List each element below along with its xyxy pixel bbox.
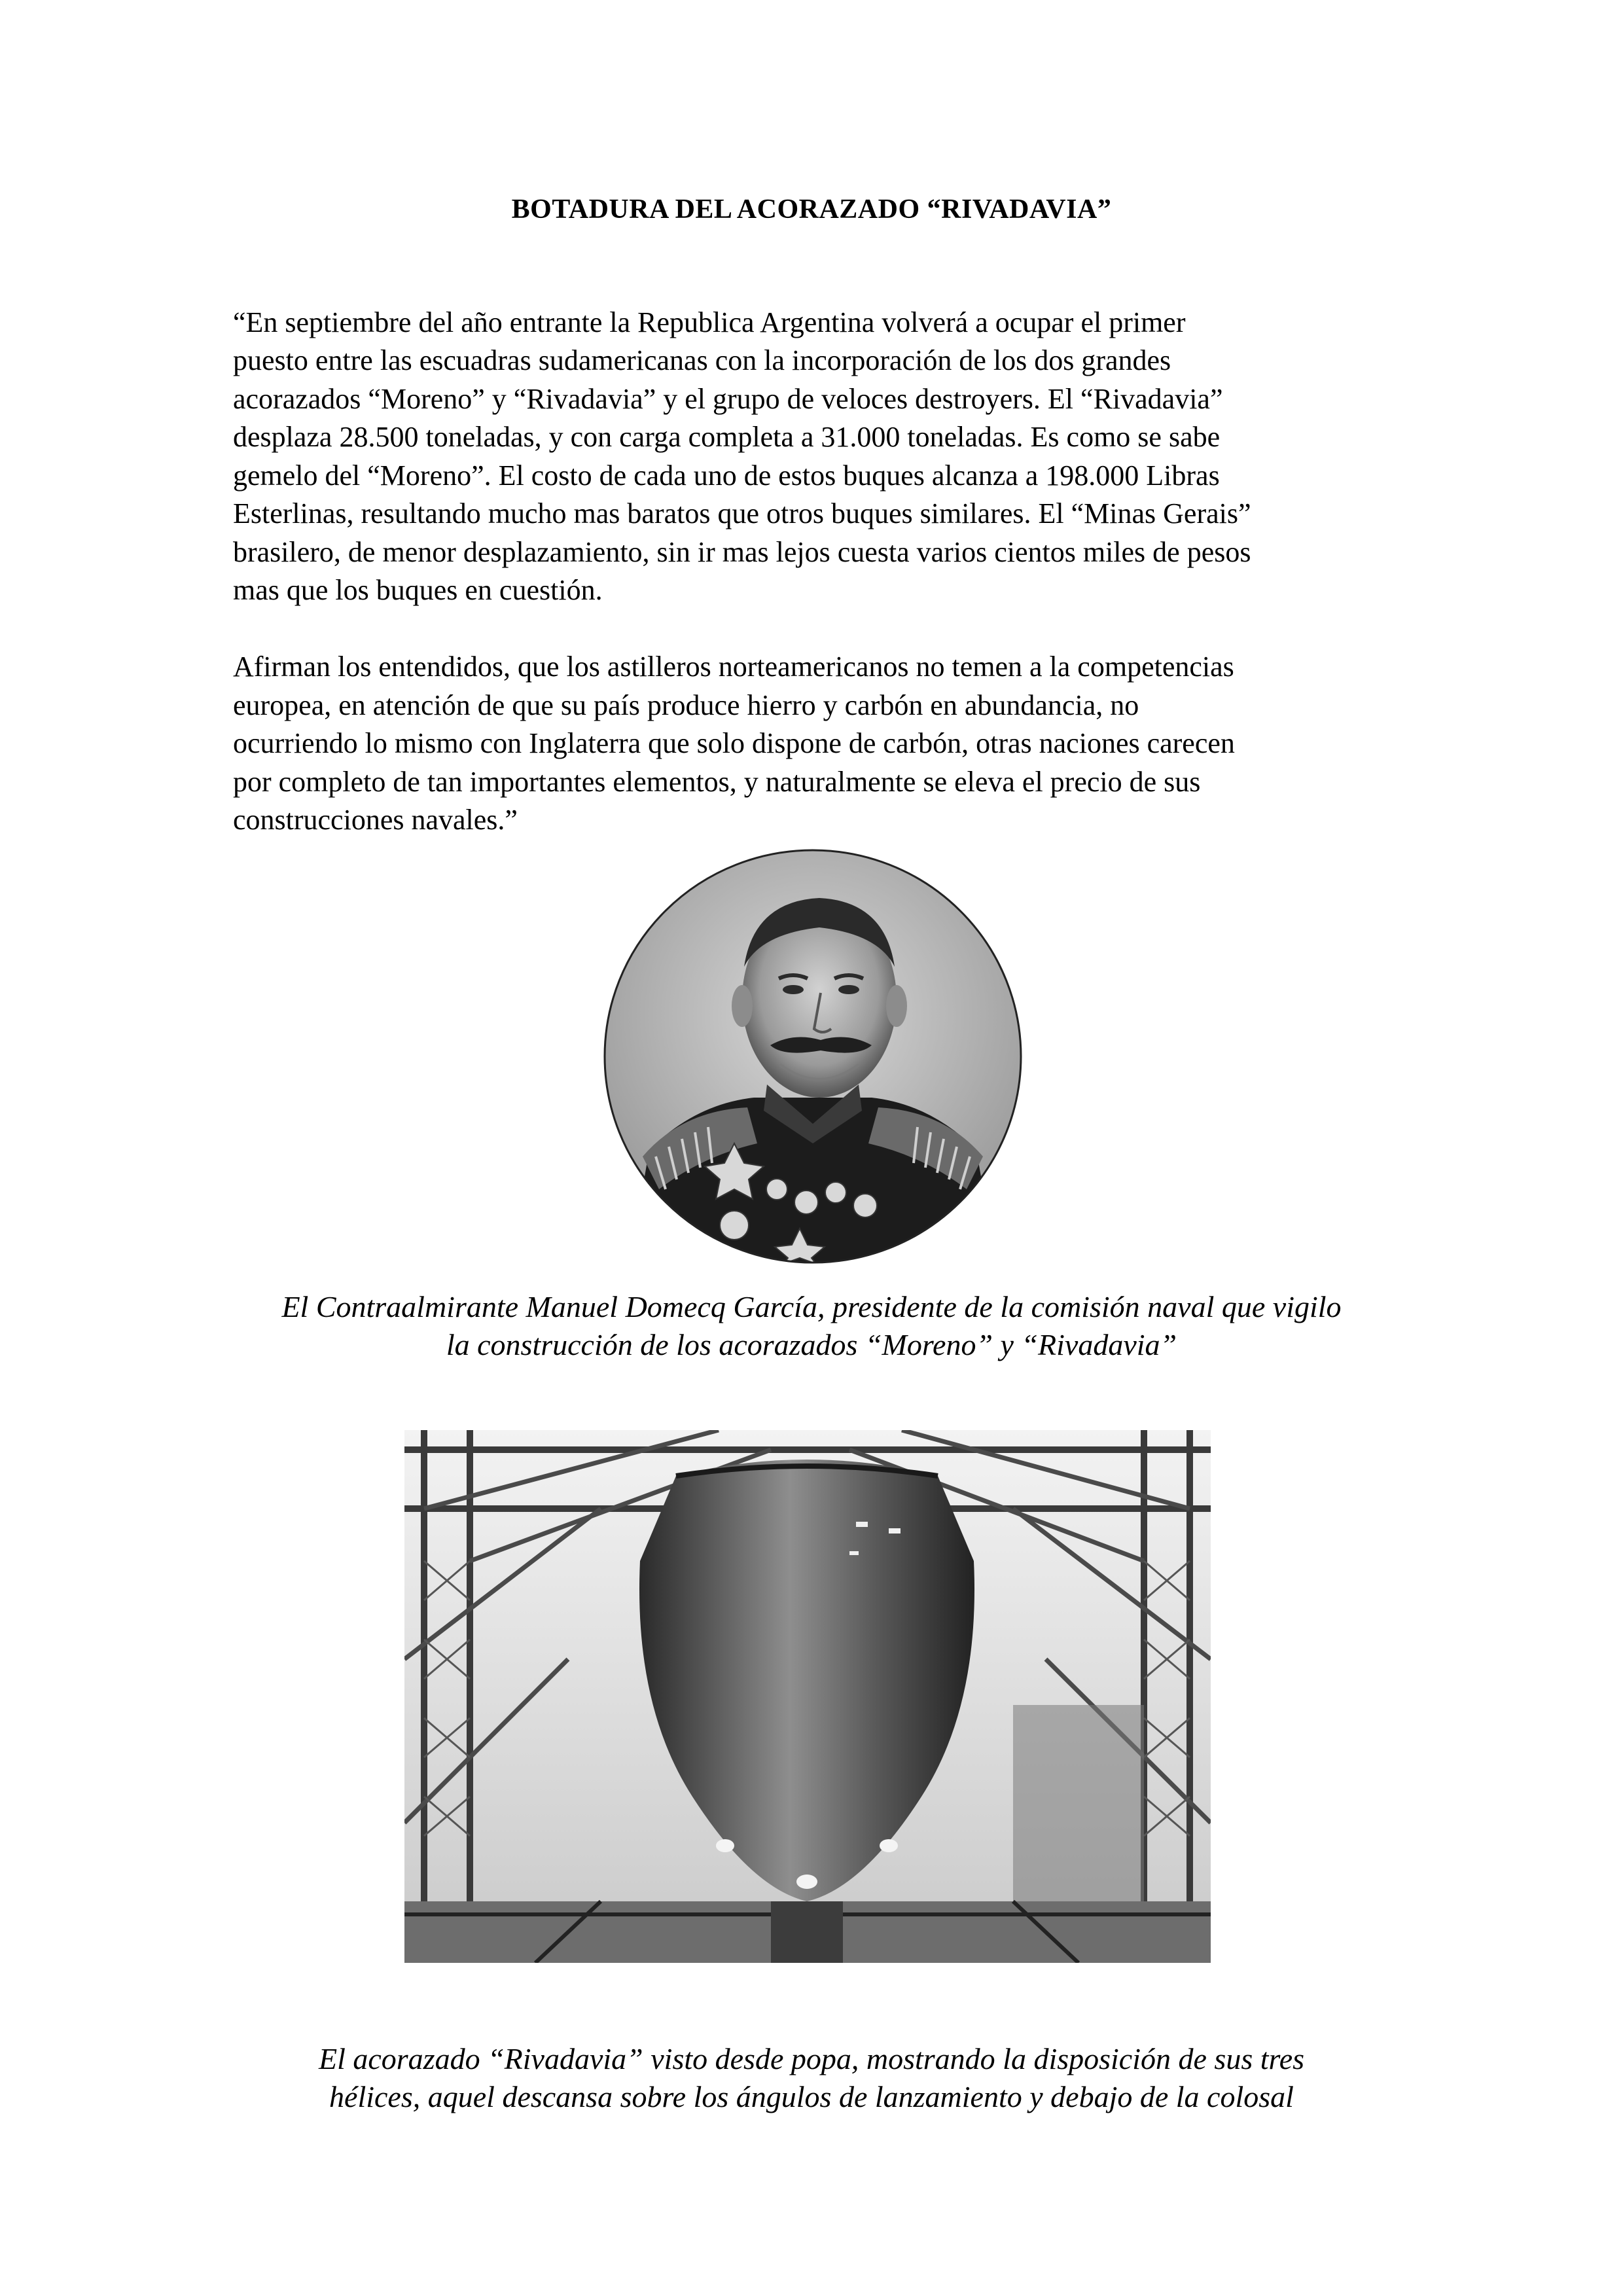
ship-image (404, 1430, 1211, 1963)
portrait-image (603, 849, 1022, 1264)
paragraph-2: Afirman los entendidos, que los astilleros norteamericanos no temen a la competencias europea, en atención de que su país produce hierro y carbón en abundancia, no ocurriendo lo mismo con Inglaterra que solo dispone de carbón, otras naciones carecen por completo de tan importantes elementos, y naturalmente se eleva el precio de sus construcciones navales.” (233, 651, 1235, 836)
document-title: BOTADURA DEL ACORAZADO “RIVADAVIA” (511, 194, 1112, 224)
portrait-photo (603, 849, 1022, 1264)
paragraph-1: “En septiembre del año entrante la Republica Argentina volverá a ocupar el primer puesto entre las escuadras sudamericanas con la incorporación de los dos grandes acorazados “Moreno” y “Rivadavia” y el grupo de veloces destroyers. El “Rivadavia” desplaza 28.500 toneladas, y con carga completa a 31.000 toneladas. Es como se sabe gemelo del “Moreno”. El costo de cada uno de estos buques alcanza a 198.000 Libras Esterlinas, resultando mucho mas baratos que otros buques similares. El “Minas Gerais” brasilero, de menor desplazamiento, sin ir mas lejos cuesta varios cientos miles de pesos mas que los buques en cuestión. (233, 306, 1251, 606)
ship-caption: El acorazado “Rivadavia” visto desde popa, mostrando la disposición de sus tres hélices, aquel descansa sobre los ángulos de lanzamiento y debajo de la colosal (318, 2042, 1305, 2113)
ship-photo (404, 1430, 1211, 1963)
body-text (233, 265, 1411, 878)
portrait-caption: El Contraalmirante Manuel Domecq García, presidente de la comisión naval que vigilo la construcción de los acorazados “Moreno” y “Rivadavia” (281, 1290, 1342, 1361)
